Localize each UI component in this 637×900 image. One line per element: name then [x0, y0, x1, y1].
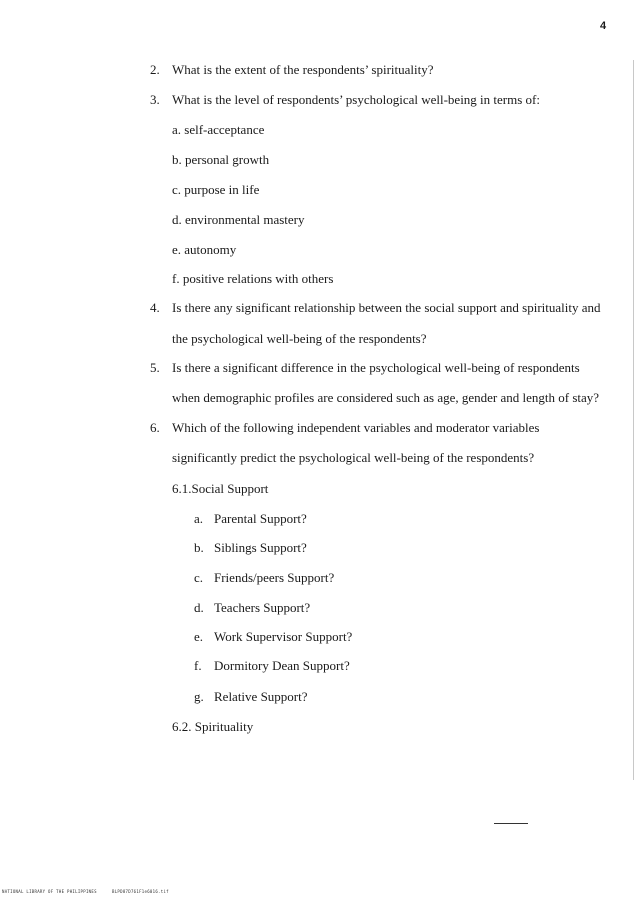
item-letter: a.: [194, 511, 204, 526]
edge-rule: [633, 60, 634, 780]
item-text: Siblings Support?: [214, 540, 307, 555]
question-text: Is there any significant relationship between the social support and spirituality and: [172, 300, 601, 315]
item-letter: d.: [194, 600, 204, 615]
question-5: [150, 360, 580, 376]
item-text: Parental Support?: [214, 511, 307, 526]
list-item: c. purpose in life: [172, 182, 260, 197]
list-item: [194, 570, 334, 586]
list-item: e. autonomy: [172, 242, 237, 257]
subsection-heading: 6.2. Spirituality: [172, 719, 254, 734]
list-item: [194, 540, 307, 556]
item-letter: e.: [194, 629, 204, 644]
item-text: Teachers Support?: [214, 600, 311, 615]
question-2: [150, 62, 434, 78]
question-number: 3.: [150, 92, 160, 107]
list-item: [194, 600, 310, 616]
item-letter: b.: [194, 540, 204, 555]
item-text: Relative Support?: [214, 689, 308, 704]
list-item: [194, 689, 308, 705]
subsection-heading: 6.1.Social Support: [172, 481, 269, 496]
list-item: [194, 658, 350, 674]
footnote-rule: [494, 823, 528, 824]
list-item: [194, 629, 352, 645]
list-item: f. positive relations with others: [172, 271, 334, 286]
list-item: b. personal growth: [172, 152, 270, 167]
list-item: d. environmental mastery: [172, 212, 305, 227]
item-text: Work Supervisor Support?: [214, 629, 353, 644]
item-letter: g.: [194, 689, 204, 704]
question-6: [150, 420, 540, 436]
question-continuation: the psychological well-being of the respondents?: [172, 331, 427, 346]
question-number: 6.: [150, 420, 160, 435]
question-text: What is the level of respondents’ psychological well-being in terms of:: [172, 92, 540, 107]
question-number: 2.: [150, 62, 160, 77]
list-item: [194, 511, 307, 527]
item-letter: c.: [194, 570, 204, 585]
question-number: 4.: [150, 300, 160, 315]
question-continuation: when demographic profiles are considered such as age, gender and length of stay?: [172, 390, 600, 405]
footer-library: NATIONAL LIBRARY OF THE PHILIPPINES: [2, 889, 97, 894]
item-letter: f.: [194, 658, 202, 673]
item-text: Dormitory Dean Support?: [214, 658, 350, 673]
footer-file: BLPD87D761F1e6016.tif: [112, 889, 169, 894]
question-3: [150, 92, 540, 108]
question-text: Is there a significant difference in the psychological well-being of respondents: [172, 360, 580, 375]
item-text: Friends/peers Support?: [214, 570, 335, 585]
question-text: What is the extent of the respondents’ spirituality?: [172, 62, 434, 77]
list-item: a. self-acceptance: [172, 122, 265, 137]
page-number: 4: [600, 20, 607, 32]
question-text: Which of the following independent variables and moderator variables: [172, 420, 540, 435]
question-4: [150, 300, 601, 316]
question-continuation: significantly predict the psychological well-being of the respondents?: [172, 450, 535, 465]
question-number: 5.: [150, 360, 160, 375]
